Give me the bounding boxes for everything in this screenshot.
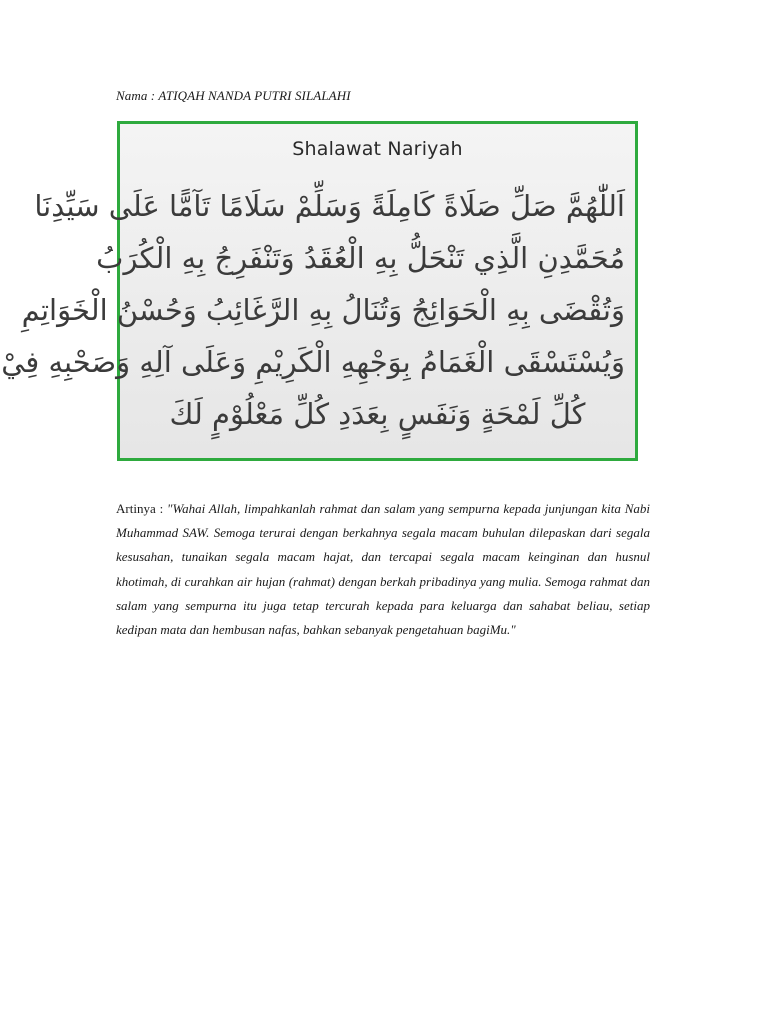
translation-label: Artinya : <box>116 501 168 516</box>
image-title: Shalawat Nariyah <box>292 138 463 160</box>
arabic-line-5: كُلِّ لَمْحَةٍ وَنَفَسٍ بِعَدَدِ كُلِّ مَعْلُوْمٍ لَكَ <box>169 397 586 431</box>
arabic-line-4: وَيُسْتَسْقَى الْغَمَامُ بِوَجْهِهِ الْكَرِيْمِ وَعَلَى آلِهِ وَصَحْبِهِ فِيْ <box>1 345 625 379</box>
translation-text: "Wahai Allah, limpahkanlah rahmat dan salam yang sempurna kepada junjungan kita Nabi Muhammad SAW. Semoga terurai dengan berkahnya segala macam buhulan dilepaskan dari segala kesusahan, tunaikan segala macam hajat, dan tercapai segala macam keinginan dan husnul khotimah, di curahkan air hujan (rahmat) dengan berkah pribadinya yang mulia. Semoga rahmat dan salam yang sempurna itu juga tetap tercurah kepada para keluarga dan sahabat beliau, setiap kedipan mata dan hembusan nafas, bahkan sebanyak pengetahuan bagiMu." <box>116 501 650 638</box>
shalawat-image <box>1 121 638 461</box>
arabic-line-1: اَللّٰهُمَّ صَلِّ صَلَاةً كَامِلَةً وَسَلِّمْ سَلَامًا تَآمًّا عَلَى سَيِّدِنَا <box>34 189 625 223</box>
arabic-line-2: مُحَمَّدِنِ الَّذِي تَنْحَلُّ بِهِ الْعُقَدُ وَتَنْفَرِجُ بِهِ الْكُرَبُ <box>96 241 625 275</box>
arabic-line-3: وَتُقْضَى بِهِ الْحَوَائِجُ وَتُنَالُ بِهِ الرَّغَائِبُ وَحُسْنُ الْخَوَاتِمِ <box>21 293 625 327</box>
student-name: Nama : ATIQAH NANDA PUTRI SILALAHI <box>116 88 351 103</box>
arabic-text <box>1 180 625 440</box>
translation-paragraph <box>116 497 650 642</box>
